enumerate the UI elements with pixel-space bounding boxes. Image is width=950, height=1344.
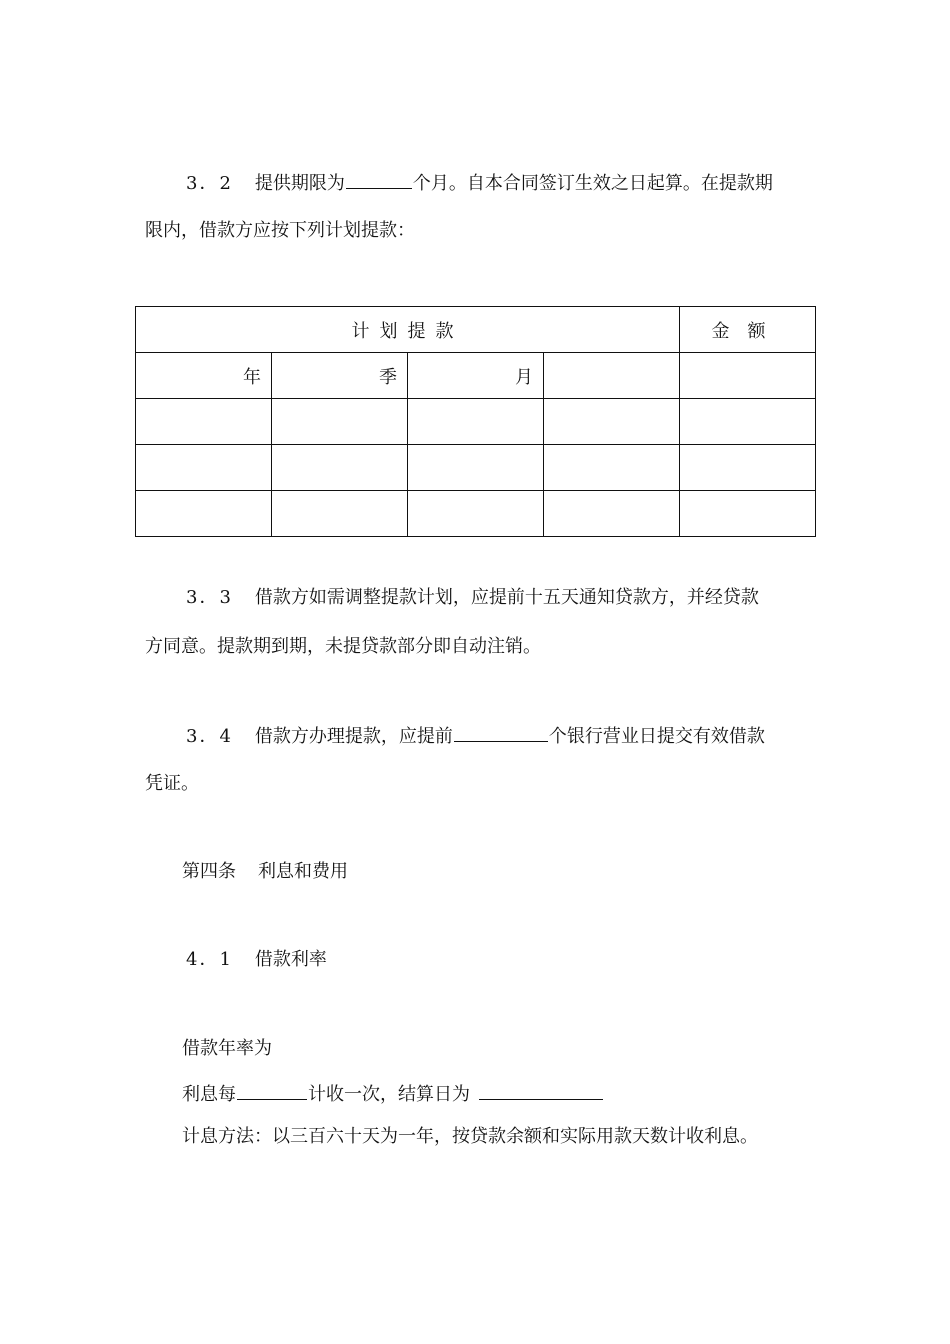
clause-3-2-line-2: 限内，借款方应按下列计划提款：	[145, 220, 415, 241]
interest-method-line: 计息方法：以三百六十天为一年，按贷款余额和实际用款天数计收利息。	[182, 1126, 758, 1147]
table-cell	[680, 491, 816, 537]
fill-in-blank	[479, 1081, 603, 1100]
table-cell	[544, 445, 680, 491]
column-quarter: 季	[272, 353, 408, 399]
fill-in-blank	[237, 1081, 307, 1100]
clause-text: 借款方如需调整提款计划，应提前十五天通知贷款方，并经贷款	[254, 587, 759, 608]
withdrawal-plan-table	[135, 306, 816, 537]
table-cell	[544, 353, 680, 399]
clause-text: 提供期限为	[254, 173, 345, 194]
table-cell	[136, 445, 272, 491]
column-month: 月	[408, 353, 544, 399]
table-cell	[680, 445, 816, 491]
annual-rate-line: 借款年率为	[182, 1038, 272, 1059]
table-cell	[680, 399, 816, 445]
table-header-row	[136, 307, 816, 353]
clause-text: 借款方办理提款，应提前	[254, 726, 453, 747]
clause-title: 借款利率	[254, 949, 327, 970]
clause-3-2-line-1	[186, 170, 773, 196]
interest-text: 利息每	[182, 1084, 236, 1105]
clause-4-1	[186, 948, 327, 972]
interest-text: 计收一次，结算日为	[308, 1084, 470, 1105]
table-cell	[544, 491, 680, 537]
table-cell	[408, 399, 544, 445]
table-cell	[544, 399, 680, 445]
article-title: 利息和费用	[258, 861, 348, 882]
clause-number: 3．4	[186, 726, 233, 747]
article-4-heading	[182, 860, 348, 884]
column-year: 年	[136, 353, 272, 399]
table-row	[136, 491, 816, 537]
clause-number: 4．1	[186, 949, 233, 970]
clause-3-3-line-2: 方同意。提款期到期，未提贷款部分即自动注销。	[145, 636, 541, 657]
clause-text: 个月。自本合同签订生效之日起算。在提款期	[412, 173, 773, 194]
interest-period-line	[182, 1081, 604, 1107]
fill-in-blank	[346, 170, 412, 189]
table-cell	[680, 353, 816, 399]
table-cell	[136, 491, 272, 537]
clause-3-4-line-1	[186, 723, 765, 749]
clause-3-3-line-1	[186, 586, 759, 610]
article-number: 第四条	[182, 861, 236, 882]
table-row	[136, 445, 816, 491]
clause-text: 个银行营业日提交有效借款	[548, 726, 765, 747]
table-cell	[408, 445, 544, 491]
fill-in-blank	[454, 723, 548, 742]
clause-3-4-line-2: 凭证。	[145, 773, 199, 794]
table-cell	[272, 399, 408, 445]
clause-number: 3．2	[186, 173, 233, 194]
table-cell	[272, 445, 408, 491]
table-row	[136, 399, 816, 445]
header-amount: 金额	[680, 307, 816, 353]
table-cell	[272, 491, 408, 537]
table-subheader-row	[136, 353, 816, 399]
table-cell	[408, 491, 544, 537]
header-plan: 计划提款	[136, 307, 680, 353]
clause-number: 3．3	[186, 587, 233, 608]
table-cell	[136, 399, 272, 445]
